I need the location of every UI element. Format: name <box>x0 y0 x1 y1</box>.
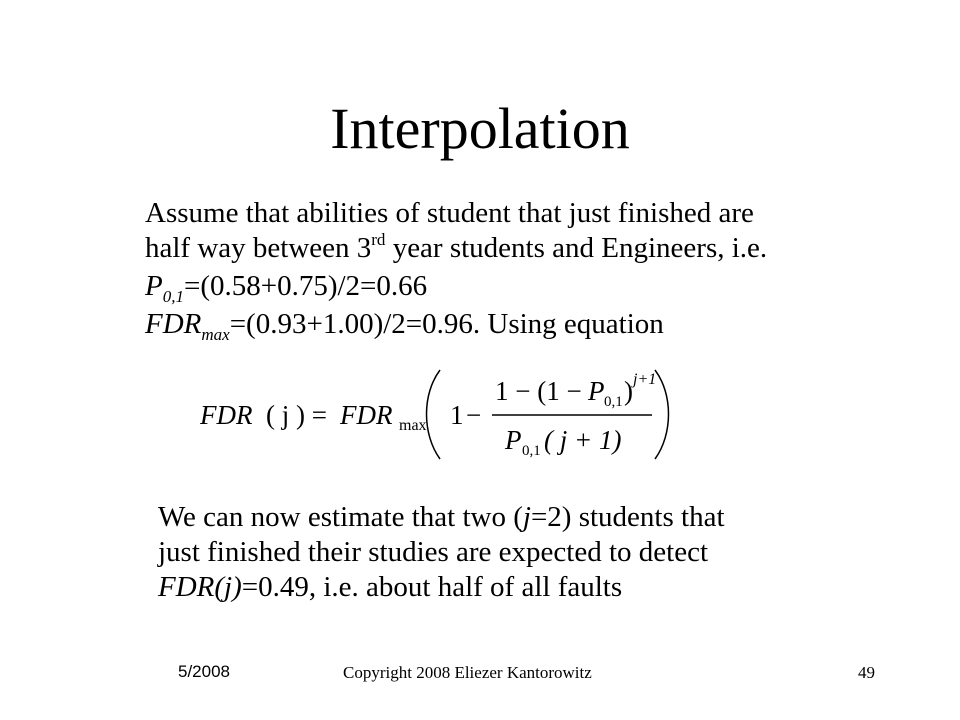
p01-value: =(0.58+0.75)/2=0.66 <box>183 270 428 302</box>
eq-lhs: FDR <box>200 400 253 430</box>
eq-minus: − <box>466 400 482 430</box>
conclusion-line-1 <box>158 500 858 535</box>
conclusion-line-3 <box>158 570 858 605</box>
eq-one: 1 <box>450 400 464 430</box>
eq-rhs-sub: max <box>399 417 427 434</box>
assumption-line-2-b: year students and Engineers, i.e. <box>385 232 768 264</box>
assumption-line-2-a: half way between 3 <box>145 232 372 264</box>
fdrmax-formula-line <box>145 307 865 345</box>
conclusion-line-1-b: =2) students that <box>530 501 725 533</box>
fdr-subscript: max <box>201 325 230 344</box>
eq-den-p: P <box>505 425 522 455</box>
fdr-variable: FDR <box>145 308 202 340</box>
left-paren-icon <box>427 370 441 459</box>
eq-den-rest: ( j + 1) <box>544 425 622 455</box>
eq-num-a: 1 − (1 − <box>495 376 582 406</box>
conclusion-line-3-rest: =0.49, i.e. about half of all faults <box>241 571 623 603</box>
eq-rhs-var: FDR <box>340 400 393 430</box>
assumption-line-1: Assume that abilities of student that just finished are <box>145 197 754 229</box>
eq-num-exp: j+1 <box>633 371 657 388</box>
assumption-line-2 <box>145 231 865 269</box>
right-paren-icon <box>655 370 669 459</box>
fdrmax-value: =(0.93+1.00)/2=0.96. Using equation <box>229 308 664 340</box>
ordinal-superscript: rd <box>371 230 386 249</box>
j-variable: j <box>522 501 531 533</box>
fdr-equation <box>200 364 670 464</box>
p01-formula-line <box>145 269 865 307</box>
slide-title: Interpolation <box>330 96 630 161</box>
fdr-j-variable: FDR(j) <box>158 571 242 603</box>
eq-num-p: P <box>588 376 605 406</box>
eq-num-sub: 0,1 <box>604 394 623 410</box>
conclusion-line-1-a: We can now estimate that two ( <box>158 501 523 533</box>
eq-lhs-arg: ( j ) = <box>266 400 327 430</box>
footer-page-number: 49 <box>858 663 875 682</box>
p-subscript: 0,1 <box>162 287 184 306</box>
footer-copyright: Copyright 2008 Eliezer Kantorowitz <box>343 663 592 682</box>
p-variable: P <box>145 270 163 302</box>
conclusion-line-2: just finished their studies are expected to detect <box>158 536 709 568</box>
assumption-paragraph <box>145 196 865 345</box>
eq-den-sub: 0,1 <box>522 443 541 459</box>
footer-date: 5/2008 <box>178 662 230 681</box>
eq-num-close: ) <box>624 376 633 406</box>
fdr-equation-graphic <box>200 364 670 464</box>
conclusion-paragraph <box>158 500 858 605</box>
